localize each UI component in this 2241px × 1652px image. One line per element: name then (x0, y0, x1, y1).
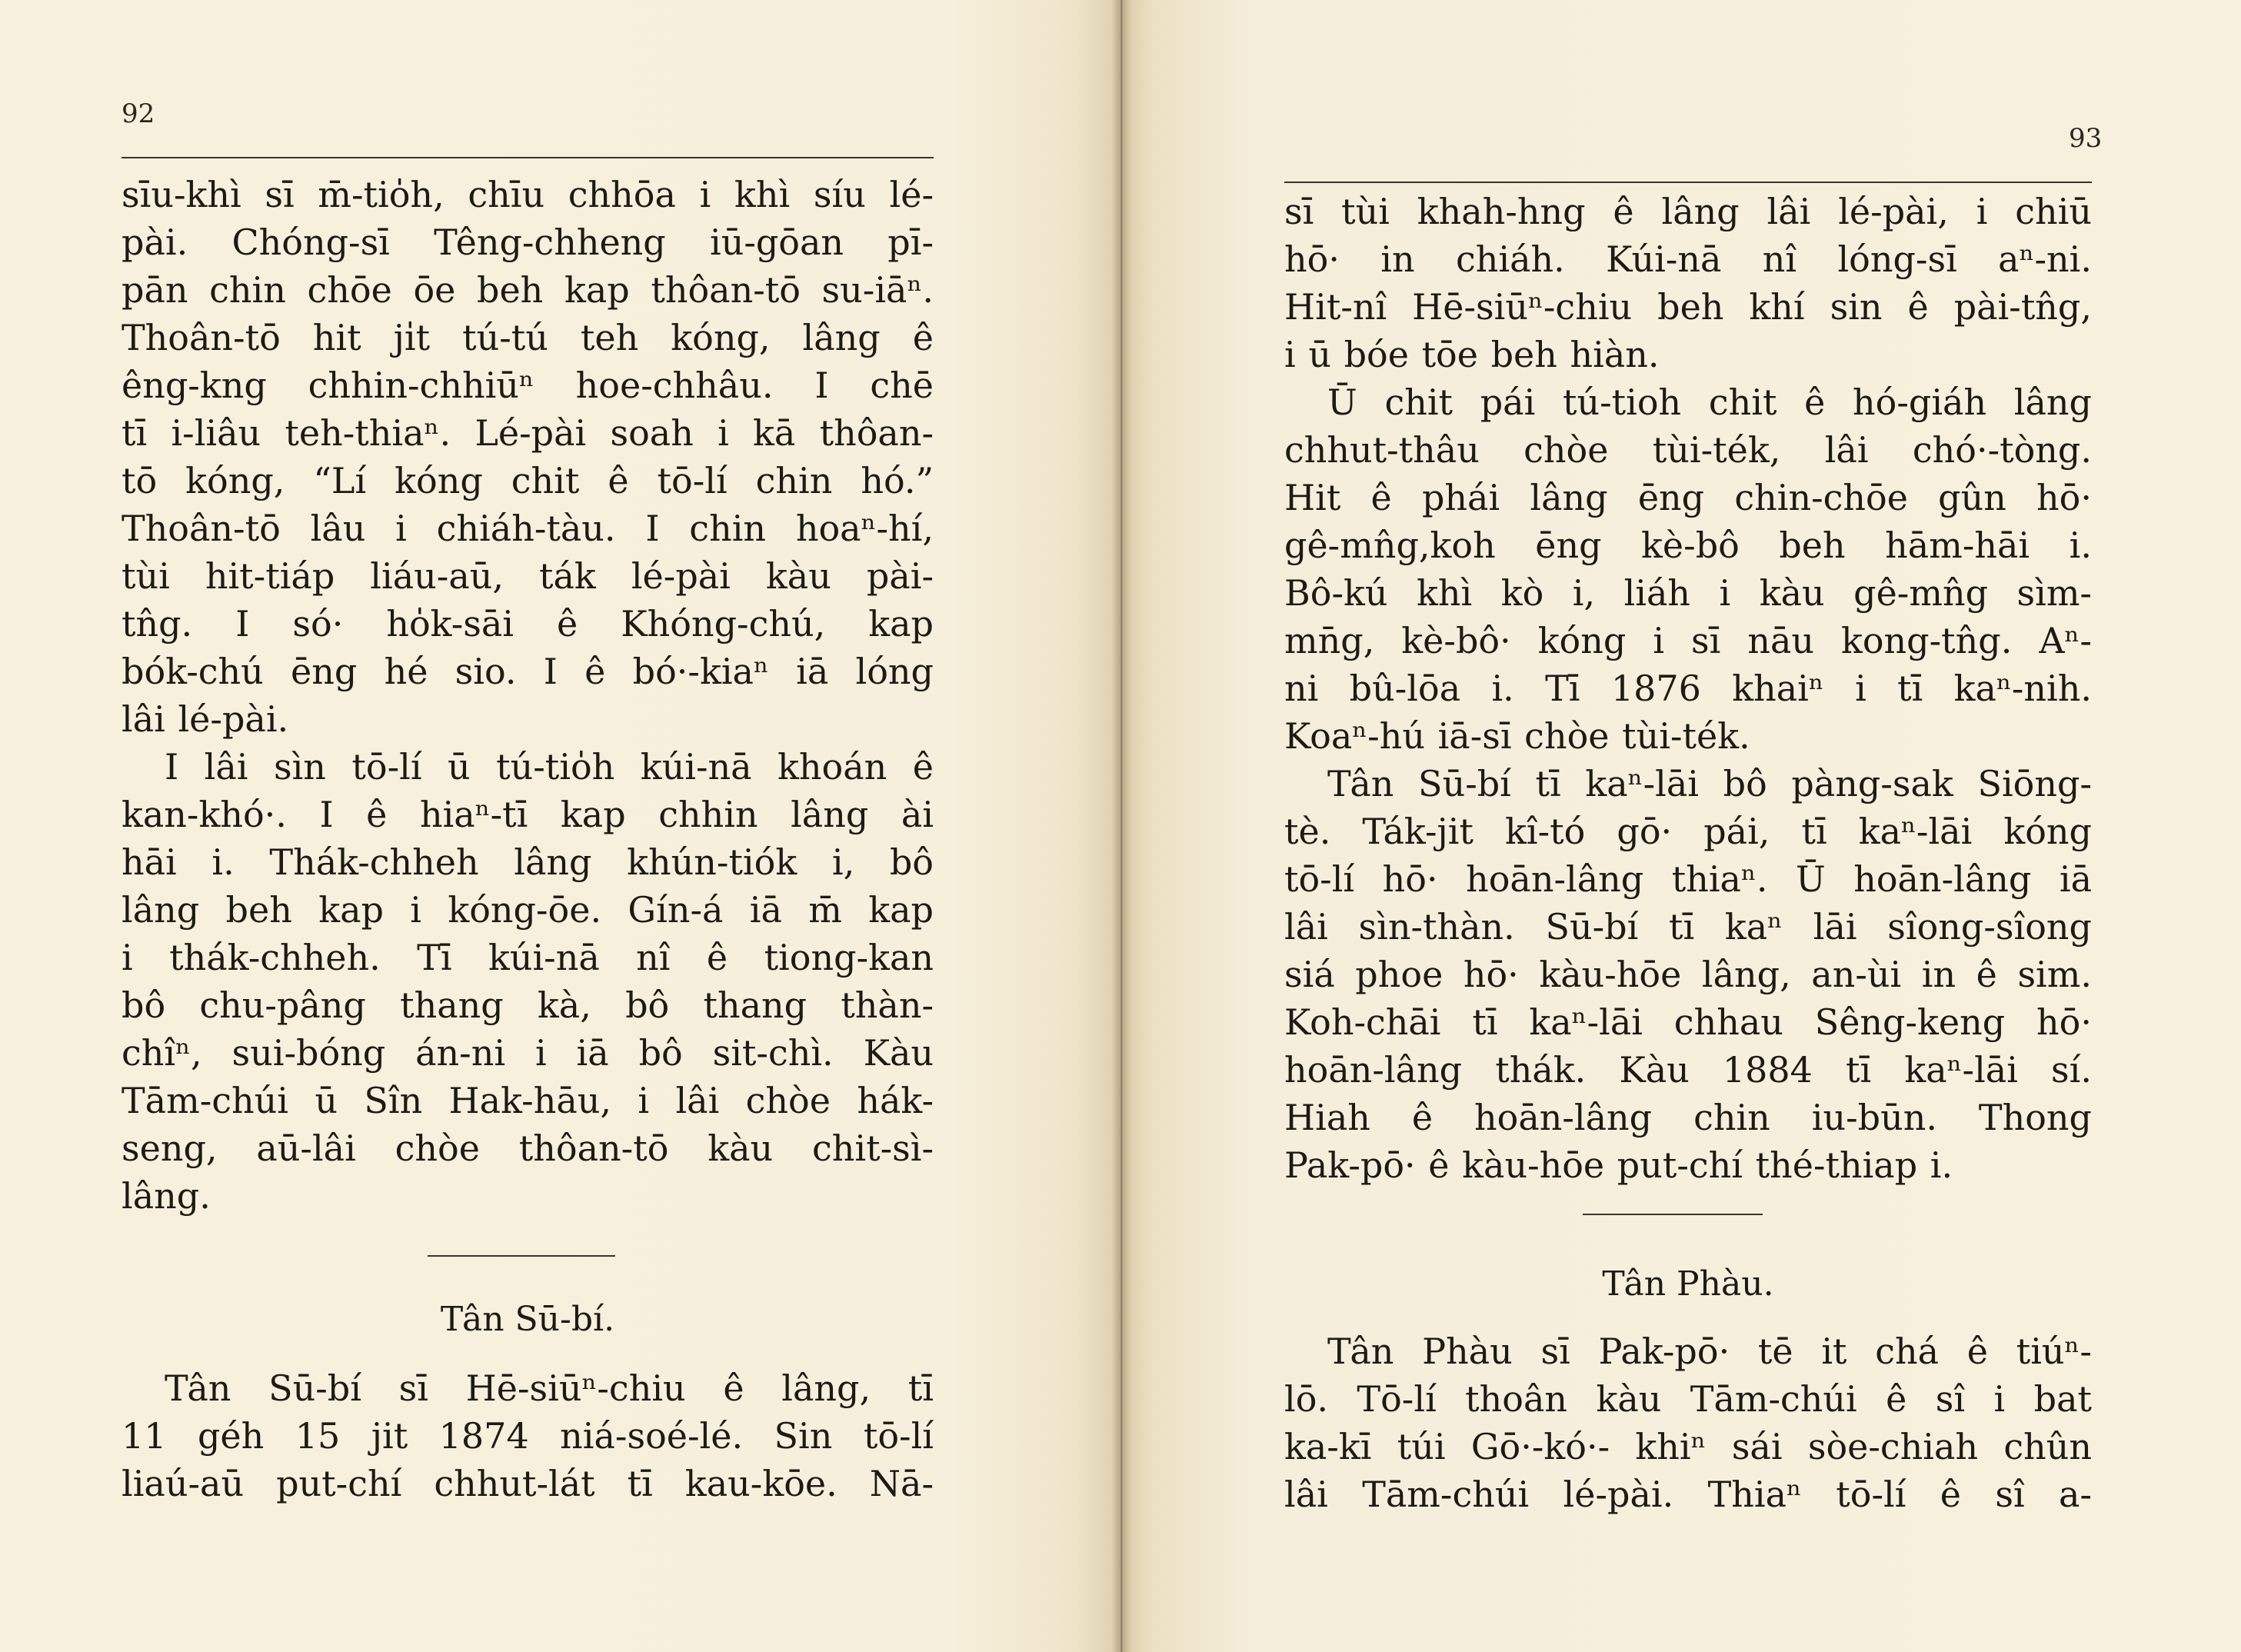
text-line: tè. Ták-jit kî-tó gō· pái, tī kaⁿ-lāi kóng (1284, 811, 2092, 852)
text-line: Koaⁿ-hú iā-sī chòe tùi-ték. (1284, 715, 1750, 757)
text-line: chhut-thâu chòe tùi-ték, lâi chó·-tòng. (1284, 429, 2092, 471)
text-line: kan-khó·. I ê hiaⁿ-tī kap chhin lâng ài (122, 794, 934, 835)
text-line: tn̂g. I só· ho̍k-sāi ê Khóng-chú, kap (122, 603, 934, 644)
text-line: hoān-lâng thák. Kàu 1884 tī kaⁿ-lāi sí. (1284, 1049, 2092, 1091)
text-line: lâng beh kap i kóng-ōe. Gín-á iā m̄ kap (122, 889, 934, 931)
text-line: liaú-aū put-chí chhut-lát tī kau-kōe. Nā- (122, 1463, 934, 1504)
text-line: siá phoe hō· kàu-hōe lâng, an-ùi in ê sim. (1284, 954, 2092, 995)
section-divider (428, 1255, 615, 1257)
text-line: bók-chú ēng hé sio. I ê bó·-kiaⁿ iā lóng (122, 651, 934, 692)
text-line: Thoân-tō hit ji̍t tú-tú teh kóng, lâng ê (122, 317, 934, 358)
body-text (122, 171, 934, 1220)
text-line: Pak-pō· ê kàu-hōe put-chí thé-thiap i. (1284, 1144, 1953, 1186)
page-number: 93 (2069, 123, 2103, 154)
text-line: lâi lé-pài. (122, 698, 289, 740)
text-line: i ū bóe tōe beh hiàn. (1284, 334, 1660, 375)
text-line: 11 géh 15 jit 1874 niá-soé-lé. Sin tō-lí (122, 1415, 934, 1457)
section-title: Tân Sū-bí. (440, 1300, 615, 1339)
text-line: tùi hit-tiáp liáu-aū, ták lé-pài kàu pài- (122, 555, 934, 597)
text-line: mn̄g, kè-bô· kóng i sī nāu kong-tn̂g. Aⁿ- (1284, 620, 2092, 661)
text-line: Tân Phàu sī Pak-pō· tē it chá ê tiúⁿ- (1327, 1331, 2092, 1372)
text-line: bô chu-pâng thang kà, bô thang thàn- (122, 984, 934, 1026)
text-line: lō. Tō-lí thoân kàu Tām-chúi ê sî i bat (1284, 1378, 2092, 1420)
text-line: Hit-nî Hē-siūⁿ-chiu beh khí sin ê pài-tn̂g, (1284, 286, 2092, 328)
text-line: hāi i. Thák-chheh lâng khún-tiók i, bô (122, 841, 934, 883)
text-line: Bô-kú khì kò i, liáh i kàu gê-mn̂g sìm- (1284, 572, 2092, 614)
text-line: ni bû-lōa i. Tī 1876 khaiⁿ i tī kaⁿ-nih. (1284, 668, 2092, 709)
text-line: pài. Chóng-sī Têng-chheng iū-gōan pī- (122, 221, 934, 263)
text-line: ka-kī túi Gō·-kó·- khiⁿ sái sòe-chiah chûn (1284, 1426, 2092, 1467)
section-divider (1583, 1214, 1763, 1215)
section-body-text (122, 1364, 934, 1507)
page-number: 92 (122, 98, 155, 129)
text-line: lâng. (122, 1175, 211, 1217)
text-line: tō kóng, “Lí kóng chit ê tō-lí chin hó.” (122, 460, 934, 501)
header-rule (122, 157, 934, 158)
text-line: Hiah ê hoān-lâng chin iu-būn. Thong (1284, 1097, 2092, 1138)
text-line: êng-kng chhin-chhiūⁿ hoe-chhâu. I chē (122, 365, 934, 406)
text-line: sīu-khì sī m̄-tio̍h, chīu chhōa i khì síu lé- (122, 174, 934, 215)
text-line: seng, aū-lâi chòe thôan-tō kàu chit-sì- (122, 1127, 934, 1169)
text-line: hō· in chiáh. Kúi-nā nî lóng-sī aⁿ-ni. (1284, 238, 2092, 280)
text-line: tō-lí hō· hoān-lâng thiaⁿ. Ū hoān-lâng iā (1284, 858, 2092, 900)
section-body-text (1284, 1327, 2092, 1518)
text-line: Tân Sū-bí tī kaⁿ-lāi bô pàng-sak Siōng- (1327, 763, 2092, 804)
text-line: tī i-liâu teh-thiaⁿ. Lé-pài soah i kā thôan- (122, 412, 934, 454)
text-line: i thák-chheh. Tī kúi-nā nî ê tiong-kan (122, 937, 934, 978)
header-rule (1284, 182, 2092, 183)
text-line: lâi Tām-chúi lé-pài. Thiaⁿ tō-lí ê sî a- (1284, 1474, 2092, 1515)
text-line: sī tùi khah-hng ê lâng lâi lé-pài, i chiū (1284, 191, 2092, 232)
text-line: Koh-chāi tī kaⁿ-lāi chhau Sêng-keng hō· (1284, 1001, 2092, 1043)
text-line: Ū chit pái tú-tioh chit ê hó-giáh lâng (1327, 381, 2092, 423)
text-line: Hit ê phái lâng ēng chin-chōe gûn hō· (1284, 477, 2092, 518)
text-line: pān chin chōe ōe beh kap thôan-tō su-iāⁿ. (122, 269, 934, 311)
book-gutter (1111, 0, 1131, 1652)
text-line: Tām-chúi ū Sîn Hak-hāu, i lâi chòe hák- (122, 1080, 934, 1121)
text-line: Tân Sū-bí sī Hē-siūⁿ-chiu ê lâng, tī (165, 1367, 934, 1409)
left-page (0, 0, 1120, 1652)
text-line: I lâi sìn tō-lí ū tú-tio̍h kúi-nā khoán ê (165, 746, 934, 788)
body-text (1284, 188, 2092, 1189)
text-line: lâi sìn-thàn. Sū-bí tī kaⁿ lāi sîong-sîong (1284, 906, 2092, 948)
text-line: chîⁿ, sui-bóng án-ni i iā bô sit-chì. Kàu (122, 1032, 934, 1074)
section-title: Tân Phàu. (1602, 1264, 1774, 1304)
text-line: Thoân-tō lâu i chiáh-tàu. I chin hoaⁿ-hí, (122, 508, 934, 549)
text-line: gê-mn̂g,koh ēng kè-bô beh hām-hāi i. (1284, 525, 2092, 566)
